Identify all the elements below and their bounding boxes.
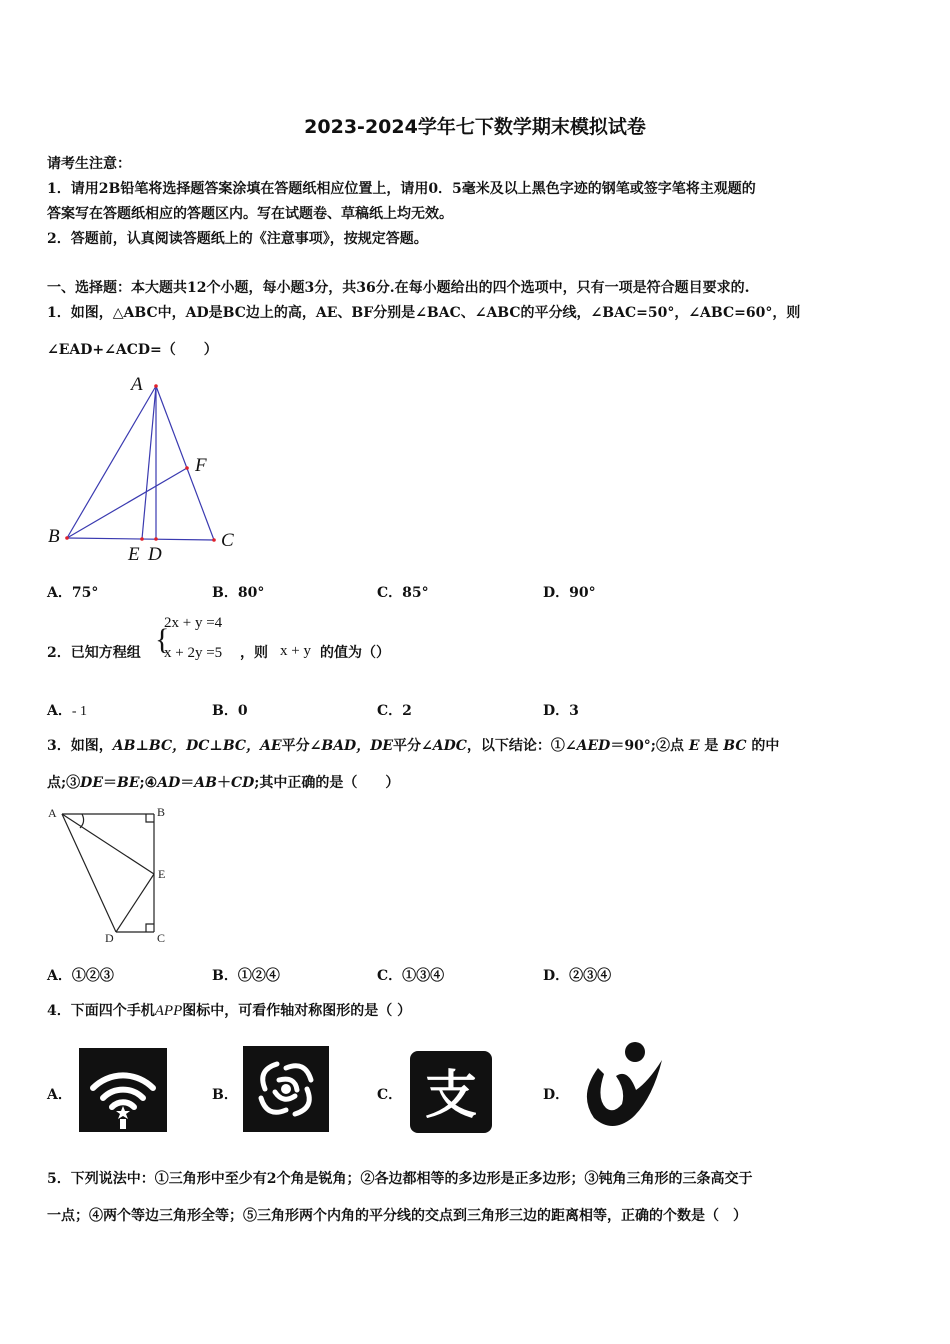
q2-option-b[interactable]: B．0 [212,703,248,719]
q2-equation-1: 2x + y =4 [164,615,223,631]
q2-mid: ，则 [240,645,268,661]
q1-option-c[interactable]: C．85° [377,585,429,601]
q3-text-line2: 点;③DE＝BE;④AD＝AB＋CD;其中正确的是（ ） [47,775,400,791]
q3-option-a[interactable]: A．①②③ [47,968,114,984]
q1-option-d[interactable]: D．90° [543,585,596,601]
q3-label-d: D [105,931,114,945]
q2-suffix: 的值为（） [320,645,390,661]
q3-option-c[interactable]: C．①③④ [377,968,445,984]
notice-line-1: 1．请用2B铅笔将选择题答案涂填在答题纸相应位置上，请用0．5毫米及以上黑色字迹的钢笔或签字笔将主观题的 [47,181,756,197]
notice-line-2: 答案写在答题纸相应的答题区内。写在试题卷、草稿纸上均无效。 [47,206,453,222]
q2-expr: x + y [280,643,311,659]
q3-option-b[interactable]: B．①②④ [212,968,280,984]
q3-quadrilateral-figure [42,802,182,947]
q3-option-d[interactable]: D．②③④ [543,968,612,984]
q2-prefix: 2．已知方程组 [47,645,141,661]
q1-option-b[interactable]: B．80° [212,585,265,601]
notice-heading: 请考生注意： [47,156,131,172]
q4-option-c[interactable]: C． [377,1087,403,1103]
q2-option-a[interactable] [47,700,87,720]
q2-option-a-label: A． [47,703,72,719]
alipay-icon [410,1051,492,1133]
q5-text-line1: 5．下列说法中：①三角形中至少有2个角是锐角；②各边都相等的多边形是正多边形；③钝角三角形的三条高交于 [47,1171,753,1187]
q4-option-d[interactable]: D． [543,1087,570,1103]
q1-label-b: B [48,526,60,547]
q4-option-b[interactable]: B． [212,1087,238,1103]
swirl-icon [243,1046,329,1132]
q3-label-c: C [157,931,166,945]
q4-text: 4．下面四个手机APP图标中，可看作轴对称图形的是（ ） [47,1003,412,1019]
q3-label-b: B [157,805,166,819]
q3-label-a: A [48,806,57,820]
figure-person-icon [578,1040,668,1132]
q1-label-a: A [131,374,143,395]
notice-line-3: 2．答题前，认真阅读答题纸上的《注意事项》，按规定答题。 [47,231,428,247]
q3-text-line1: 3．如图，AB⊥BC，DC⊥BC，AE平分∠BAD，DE平分∠ADC，以下结论：①∠AED＝90°;②点 E 是 BC 的中 [47,738,780,754]
q5-text-line2: 一点；④两个等边三角形全等；⑤三角形两个内角的平分线的交点到三角形三边的距离相等，正确的个数是（ ） [47,1208,747,1224]
q1-label-f: F [195,455,207,476]
q2-option-c[interactable]: C．2 [377,703,412,719]
q4-option-a[interactable]: A． [47,1087,72,1103]
section-heading: 一、选择题：本大题共12个小题，每小题3分，共36分.在每小题给出的四个选项中，只有一项是符合题目要求的. [47,280,750,296]
q1-label-e: E [128,544,140,565]
q2-equation-2: x + 2y =5 [164,645,223,661]
q2-brace: { [155,623,170,656]
q1-label-c: C [221,530,234,551]
q3-label-e: E [158,867,166,881]
q1-text-line2: ∠EAD+∠ACD=（ ） [47,342,218,358]
q1-triangle-figure [40,370,250,570]
q2-option-d[interactable]: D．3 [543,703,579,719]
alipay-icon-char: 支 [424,1068,478,1125]
page-title: 2023-2024学年七下数学期末模拟试卷 [304,116,646,138]
q1-text-line1: 1．如图，△ABC中，AD是BC边上的高，AE、BF分别是∠BAC、∠ABC的平分线，∠BAC=50°，∠ABC=60°，则 [47,305,801,321]
q2-option-a-value: - 1 [71,704,88,719]
q1-option-a[interactable]: A．75° [47,585,99,601]
wifi-icon [79,1048,167,1132]
q1-label-d: D [148,544,162,565]
